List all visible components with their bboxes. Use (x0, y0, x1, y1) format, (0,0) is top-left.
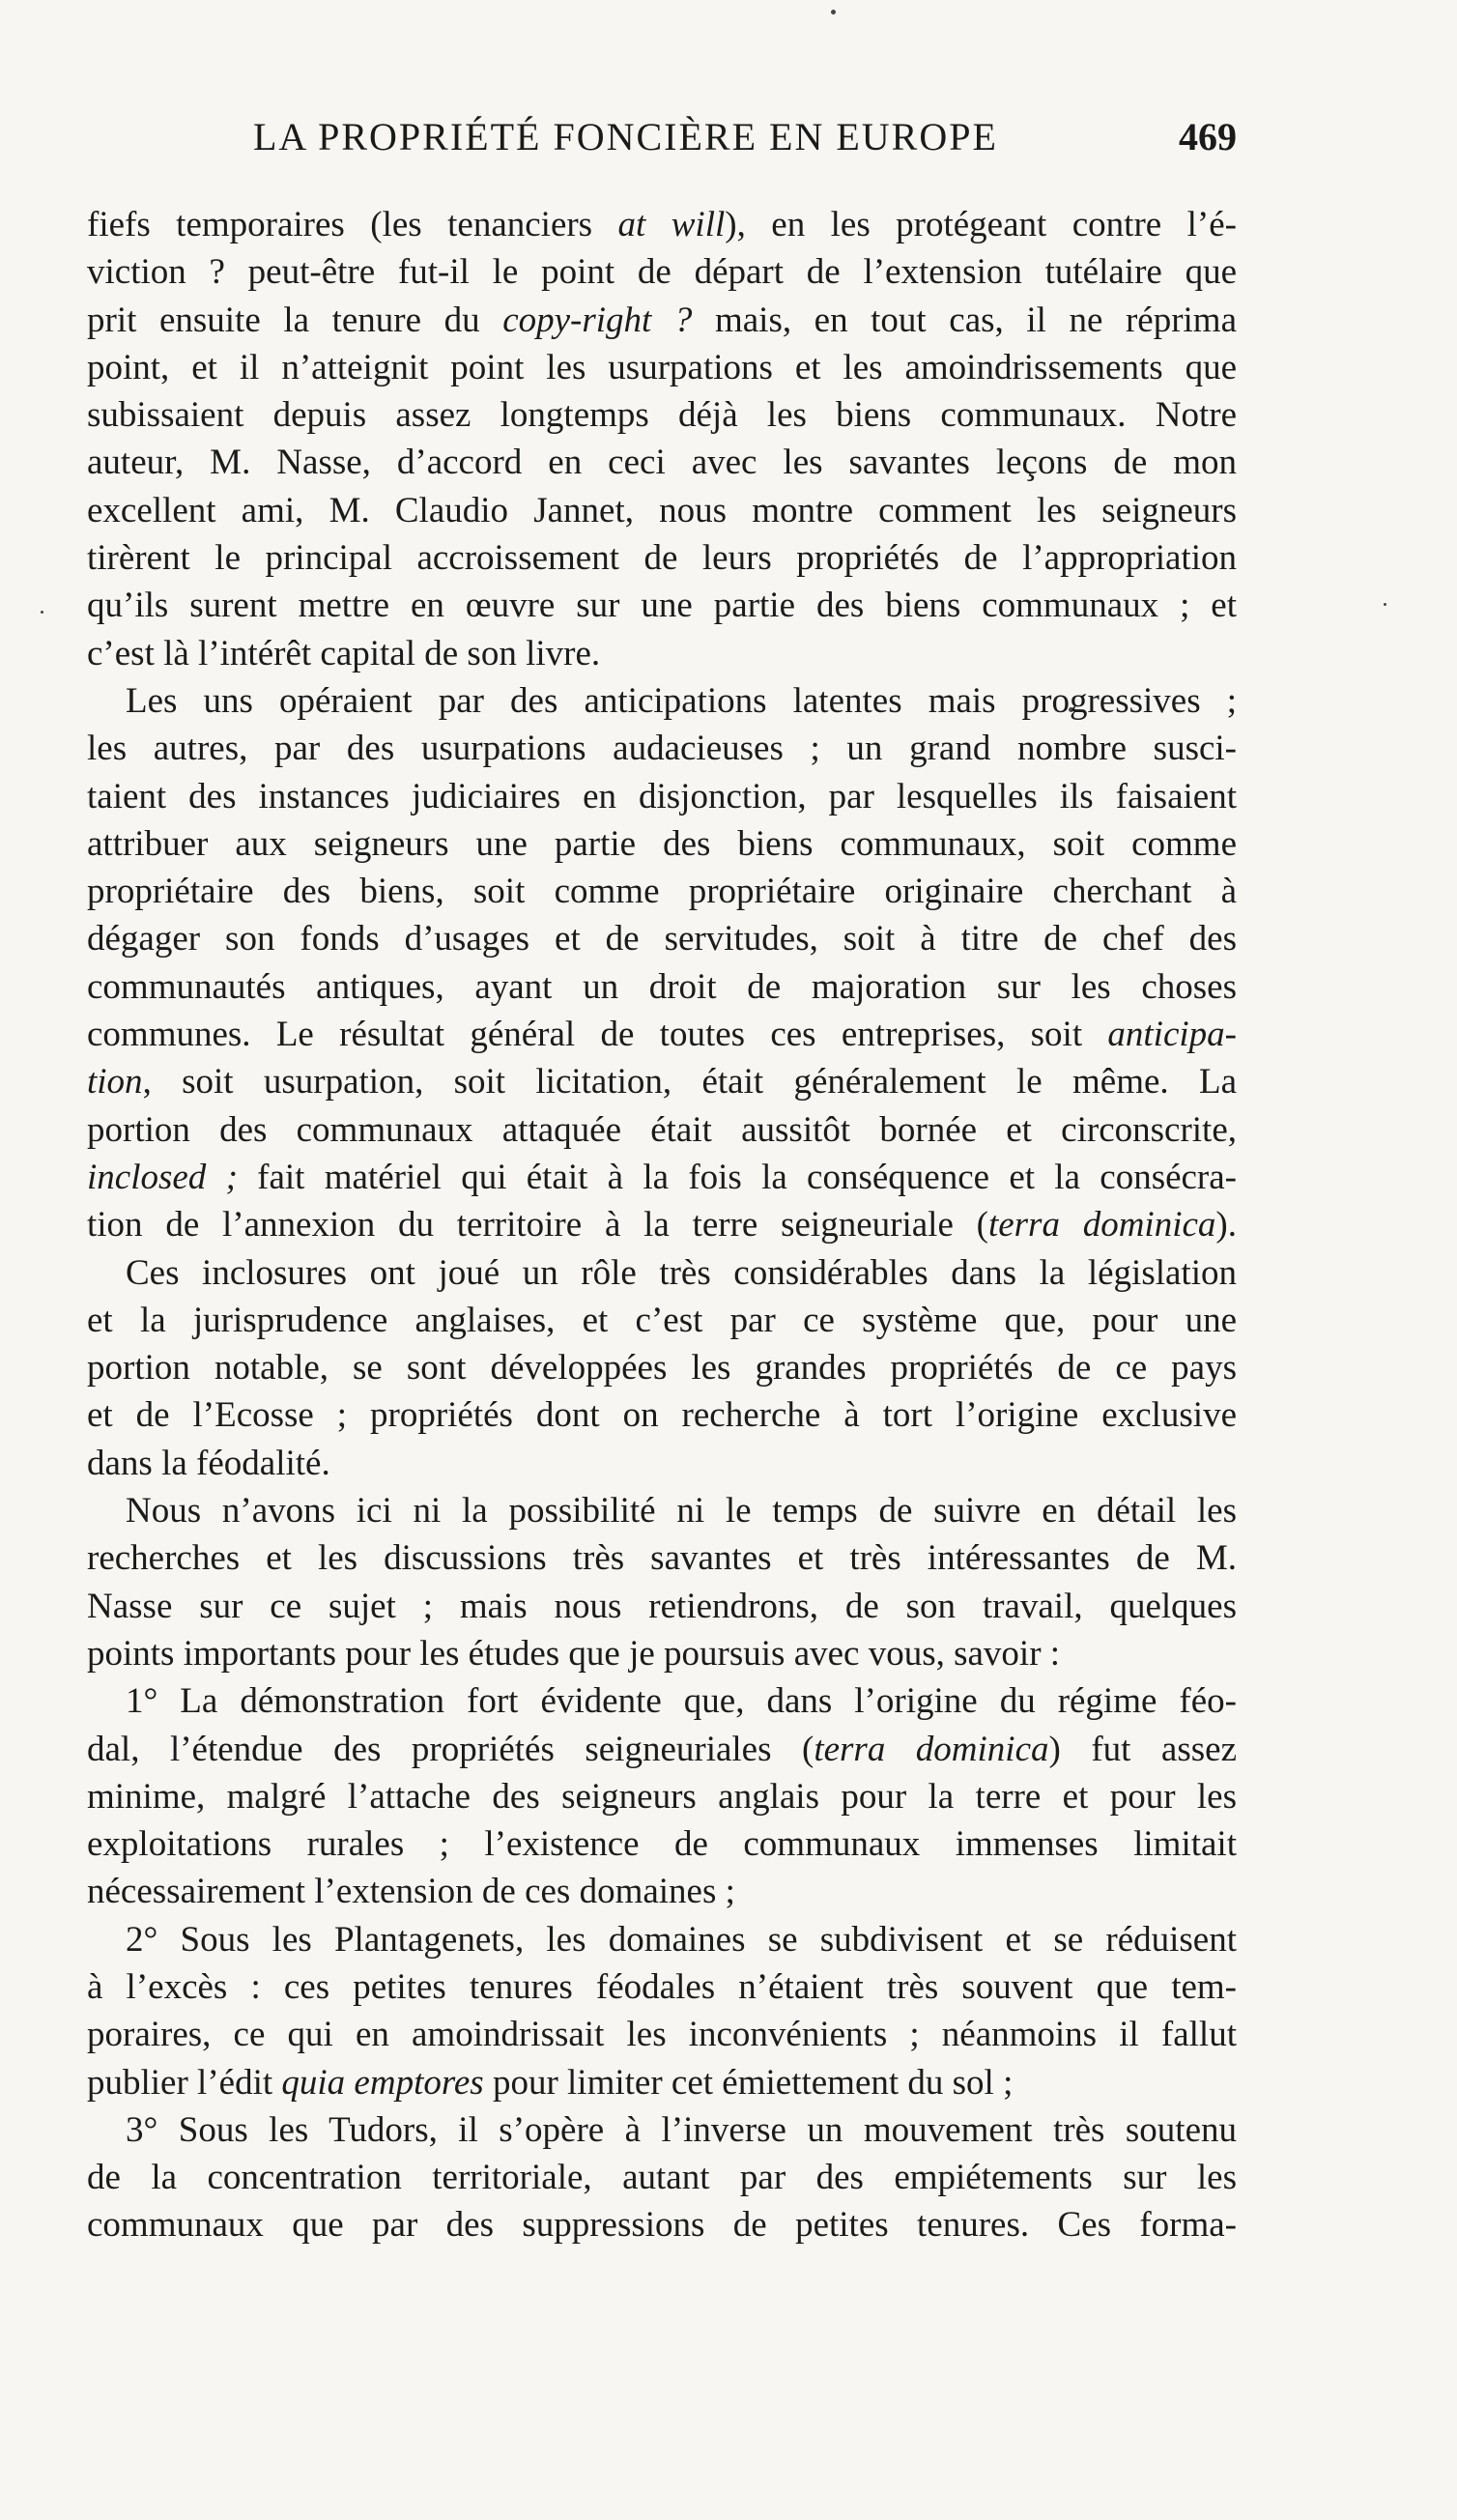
text-segment: Nasse sur ce sujet ; mais nous retiendrons, de son travail, quelques (87, 1586, 1237, 1626)
text-segment: communes. Le résultat général de toutes ces entreprises, soit (87, 1015, 1108, 1055)
text-line (87, 1583, 1237, 1630)
text-segment: les autres, par des usurpations audacieuses ; un grand nombre susci- (87, 729, 1237, 769)
text-line (87, 2106, 1237, 2154)
italic-text: at will (617, 205, 726, 244)
text-segment: propriétaire des biens, soit comme propriétaire originaire cherchant à (87, 872, 1237, 912)
running-title: LA PROPRIÉTÉ FONCIÈRE EN EUROPE (253, 115, 998, 158)
text-line (87, 1297, 1237, 1344)
text-line (87, 344, 1237, 391)
text-line (87, 1201, 1237, 1248)
text-line (87, 868, 1237, 915)
italic-text: tion (87, 1062, 143, 1102)
text-segment: Ces inclosures ont joué un rôle très considérables dans la législation (126, 1252, 1237, 1293)
text-segment: recherches et les discussions très savantes et très intéressantes de M. (87, 1538, 1237, 1579)
text-line (87, 2201, 1237, 2248)
text-line (87, 1963, 1237, 2011)
text-line (87, 773, 1237, 820)
text-line (87, 1249, 1237, 1297)
text-line (87, 201, 1237, 248)
text-line (87, 1820, 1237, 1868)
body-text (87, 201, 1237, 2249)
text-line (87, 677, 1237, 725)
text-segment: minime, malgré l’attache des seigneurs anglais pour la terre et pour les (87, 1776, 1237, 1817)
text-segment: nécessairement l’extension de ces domaines ; (87, 1872, 735, 1912)
italic-text: quia emptores (281, 2062, 484, 2103)
text-segment: dal, l’étendue des propriétés seigneuriales ( (87, 1729, 814, 1769)
text-line (87, 487, 1237, 534)
text-segment: à l’excès : ces petites tenures féodales n’étaient très souvent que tem- (87, 1966, 1237, 2007)
text-line (87, 2059, 1237, 2106)
text-line (87, 1058, 1237, 1105)
page-number: 469 (1179, 115, 1237, 158)
text-line (87, 391, 1237, 439)
text-segment: dégager son fonds d’usages et de servitudes, soit à titre de chef des (87, 919, 1237, 959)
italic-text: inclosed ; (87, 1157, 238, 1197)
text-segment: , soit usurpation, soit licitation, était généralement le même. La (142, 1062, 1237, 1102)
text-segment: auteur, M. Nasse, d’accord en ceci avec les savantes leçons de mon (87, 443, 1237, 483)
text-line (87, 1868, 1237, 1915)
text-line (87, 1391, 1237, 1439)
text-line (87, 1106, 1237, 1154)
text-segment: dans la féodalité. (87, 1443, 330, 1483)
text-line (87, 630, 1237, 677)
text-line (87, 582, 1237, 629)
text-line (87, 915, 1237, 962)
text-line (87, 1726, 1237, 1773)
text-line (87, 248, 1237, 296)
italic-text: copy-right ? (502, 300, 693, 340)
text-line (87, 439, 1237, 486)
text-segment: 2° Sous les Plantagenets, les domaines se subdivisent et se réduisent (126, 1919, 1237, 1960)
text-segment: ) fut assez (1048, 1729, 1237, 1769)
italic-text: terra dominica (987, 1205, 1216, 1246)
text-segment: 3° Sous les Tudors, il s’opère à l’inverse un mouvement très soutenu (126, 2109, 1237, 2150)
italic-text: terra dominica (814, 1729, 1049, 1769)
text-segment: et la jurisprudence anglaises, et c’est par ce système que, pour une (87, 1300, 1237, 1340)
text-segment: exploitations rurales ; l’existence de communaux immenses limitait (87, 1824, 1237, 1865)
ink-speck (41, 611, 43, 614)
text-line (87, 820, 1237, 868)
ink-speck (1384, 603, 1386, 606)
page-header (87, 114, 1237, 172)
text-segment: communaux que par des suppressions de petites tenures. Ces forma- (87, 2205, 1237, 2246)
ink-speck (831, 10, 836, 14)
text-segment: et de l’Ecosse ; propriétés dont on recherche à tort l’origine exclusive (87, 1395, 1237, 1436)
text-segment: taient des instances judiciaires en disjonction, par lesquelles ils faisaient (87, 776, 1237, 816)
text-line (87, 534, 1237, 582)
text-segment: Nous n’avons ici ni la possibilité ni le temps de suivre en détail les (126, 1491, 1237, 1532)
text-line (87, 1440, 1237, 1487)
text-segment: ). (1215, 1205, 1237, 1246)
text-line (87, 297, 1237, 344)
text-segment: point, et il n’atteignit point les usurpations et les amoindrissements que (87, 347, 1237, 387)
text-segment: points importants pour les études que je poursuis avec vous, savoir : (87, 1633, 1061, 1674)
text-segment: communautés antiques, ayant un droit de majoration sur les choses (87, 966, 1237, 1007)
text-segment: excellent ami, M. Claudio Jannet, nous montre comment les seigneurs (87, 490, 1237, 530)
text-line (87, 1534, 1237, 1582)
text-segment: prit ensuite la tenure du (87, 300, 503, 340)
text-segment: Les uns opéraient par des anticipations latentes mais progressives ; (126, 680, 1237, 721)
text-segment: portion des communaux attaquée était aussitôt bornée et circonscrite, (87, 1109, 1237, 1150)
text-segment: fiefs temporaires (les tenanciers (87, 205, 618, 244)
text-line (87, 1154, 1237, 1201)
text-segment: poraires, ce qui en amoindrissait les inconvénients ; néanmoins il fallut (87, 2015, 1237, 2055)
text-line (87, 2011, 1237, 2058)
text-segment: pour limiter cet émiettement du sol ; (483, 2062, 1014, 2103)
text-segment: tirèrent le principal accroissement de leurs propriétés de l’appropriation (87, 538, 1237, 579)
text-segment: publier l’édit (87, 2062, 282, 2103)
text-line (87, 1487, 1237, 1534)
text-line (87, 1630, 1237, 1677)
text-line (87, 725, 1237, 772)
text-line (87, 1344, 1237, 1391)
text-line (87, 1916, 1237, 1963)
text-segment: fait matériel qui était à la fois la conséquence et la consécra- (237, 1157, 1237, 1197)
italic-text: anticipa- (1107, 1015, 1237, 1055)
text-line (87, 1011, 1237, 1058)
text-segment: viction ? peut-être fut-il le point de départ de l’extension tutélaire que (87, 252, 1237, 293)
text-line (87, 963, 1237, 1011)
text-segment: mais, en tout cas, il ne réprima (692, 300, 1237, 340)
text-segment: de la concentration territoriale, autant par des empiétements sur les (87, 2158, 1237, 2198)
text-segment: qu’ils surent mettre en œuvre sur une partie des biens communaux ; et (87, 586, 1237, 626)
text-segment: portion notable, se sont développées les grandes propriétés de ce pays (87, 1348, 1237, 1389)
text-segment: c’est là l’intérêt capital de son livre. (87, 633, 601, 673)
text-line (87, 2154, 1237, 2201)
text-segment: tion de l’annexion du territoire à la terre seigneuriale ( (87, 1205, 988, 1246)
text-segment: 1° La démonstration fort évidente que, dans l’origine du régime féo- (126, 1681, 1237, 1722)
text-segment: attribuer aux seigneurs une partie des biens communaux, soit comme (87, 823, 1237, 864)
text-line (87, 1677, 1237, 1725)
text-segment: subissaient depuis assez longtemps déjà les biens communaux. Notre (87, 395, 1237, 436)
text-line (87, 1773, 1237, 1820)
text-segment: ), en les protégeant contre l’é- (725, 205, 1237, 244)
